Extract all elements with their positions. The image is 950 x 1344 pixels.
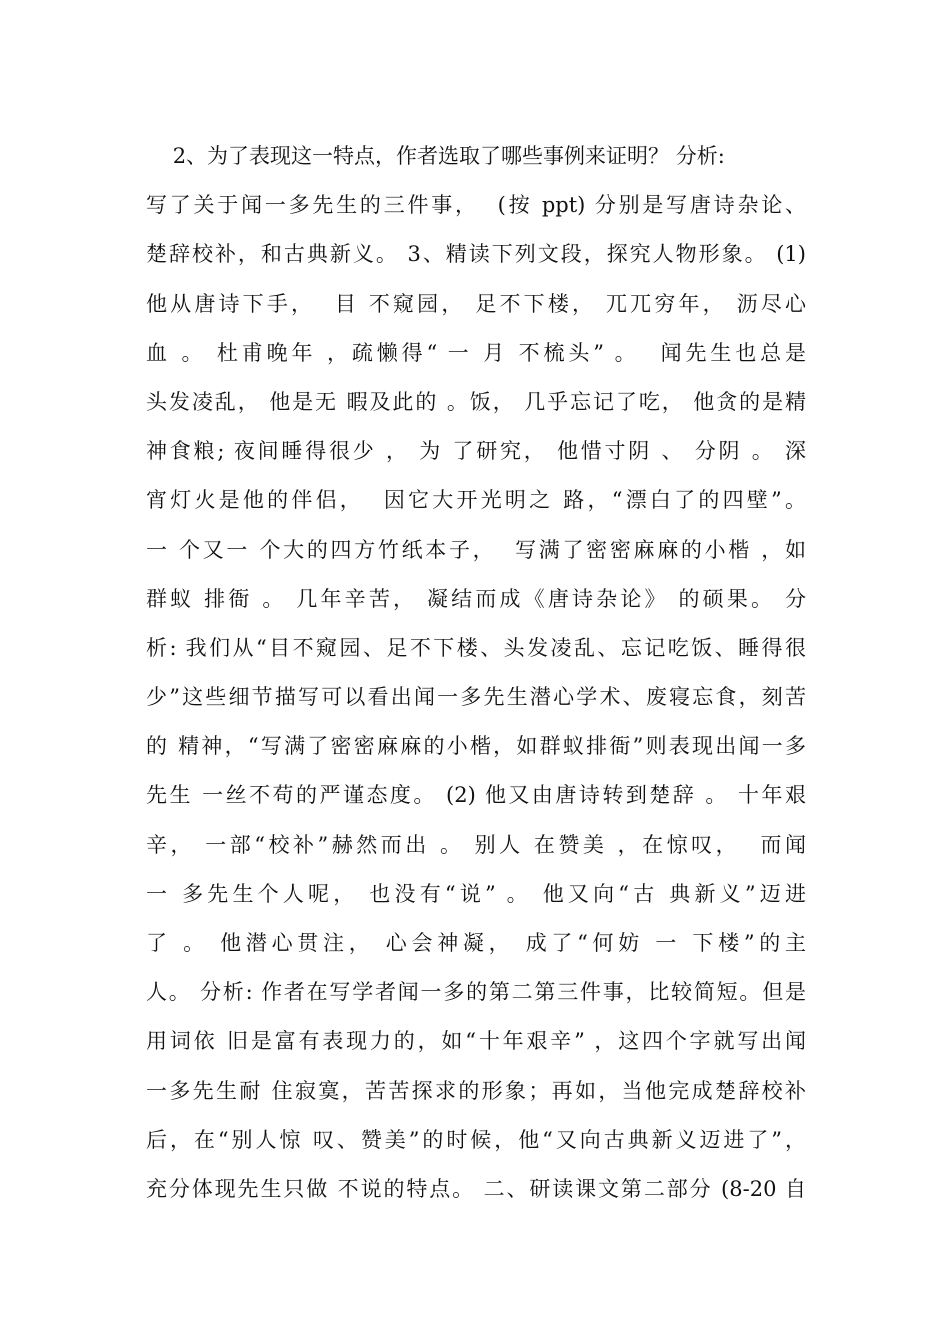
text-line: 一 多先生个人呢， 也没有“说” 。 他又向“古 典新义”迈进 — [146, 881, 806, 906]
text-line: 一 个又一 个大的四方竹纸本子， 写满了密密麻麻的小楷 ，如 — [146, 537, 806, 562]
text-line: 了 。 他潜心贯注， 心会神凝， 成了“何妨 一 下楼”的主 — [146, 931, 806, 955]
text-line: 析: 我们从“目不窥园、足不下楼、头发凌乱、忘记吃饭、睡得很 — [146, 635, 806, 660]
text-line: 用词依 旧是富有表现力的，如“十年艰辛” ，这四个字就写出闻 — [146, 1029, 806, 1054]
text-line: 后，在“别人惊 叹、赞美”的时候，他“又向古典新义迈进了”， — [146, 1127, 806, 1152]
text-line: 少”这些细节描写可以看出闻一多先生潜心学术、废寝忘食，刻苦 — [146, 685, 806, 710]
text-line: 楚辞校补，和古典新义。 3、精读下列文段，探究人物形象。 (1) — [146, 242, 806, 267]
body-text — [146, 132, 806, 1214]
text-line: 辛， 一部“校补”赫然而出 。 别人 在赞美 ，在惊叹， 而闻 — [146, 832, 806, 857]
text-line: 他从唐诗下手， 目 不窥园， 足不下楼， 兀兀穷年， 沥尽心 — [146, 291, 806, 316]
text-line: 先生 一丝不苟的严谨态度。 (2) 他又由唐诗转到楚辞 。 十年艰 — [146, 783, 806, 808]
text-line: 的 精神，“写满了密密麻麻的小楷，如群蚁排衙”则表现出闻一多 — [146, 734, 806, 759]
text-line: 血 。 杜甫晚年 ，疏懒得“ 一 月 不梳头” 。 闻先生也总是 — [146, 340, 806, 365]
text-line: 写了关于闻一多先生的三件事， (按 ppt) 分别是写唐诗杂论、 — [146, 193, 806, 218]
text-line: 群蚁 排衙 。 几年辛苦， 凝结而成《唐诗杂论》 的硕果。 分 — [146, 586, 806, 611]
text-line: 神食粮; 夜间睡得很少 ， 为 了研究， 他惜寸阴 、 分阴 。 深 — [146, 439, 806, 464]
text-line: 2、为了表现这一特点，作者选取了哪些事例来证明？ 分析: — [146, 144, 725, 168]
text-line: 宵灯火是他的伴侣， 因它大开光明之 路，“漂白了的四壁”。 — [146, 488, 806, 513]
text-line: 人。 分析: 作者在写学者闻一多的第二第三件事，比较简短。但是 — [146, 980, 806, 1005]
text-line: 头发凌乱， 他是无 暇及此的 。饭， 几乎忘记了吃， 他贪的是精 — [146, 389, 806, 414]
text-line: 充分体现先生只做 不说的特点。 二、研读课文第二部分 (8-20 自 — [146, 1176, 806, 1201]
text-line: 一多先生耐 住寂寞，苦苦探求的形象；再如，当他完成楚辞校补 — [146, 1078, 806, 1103]
